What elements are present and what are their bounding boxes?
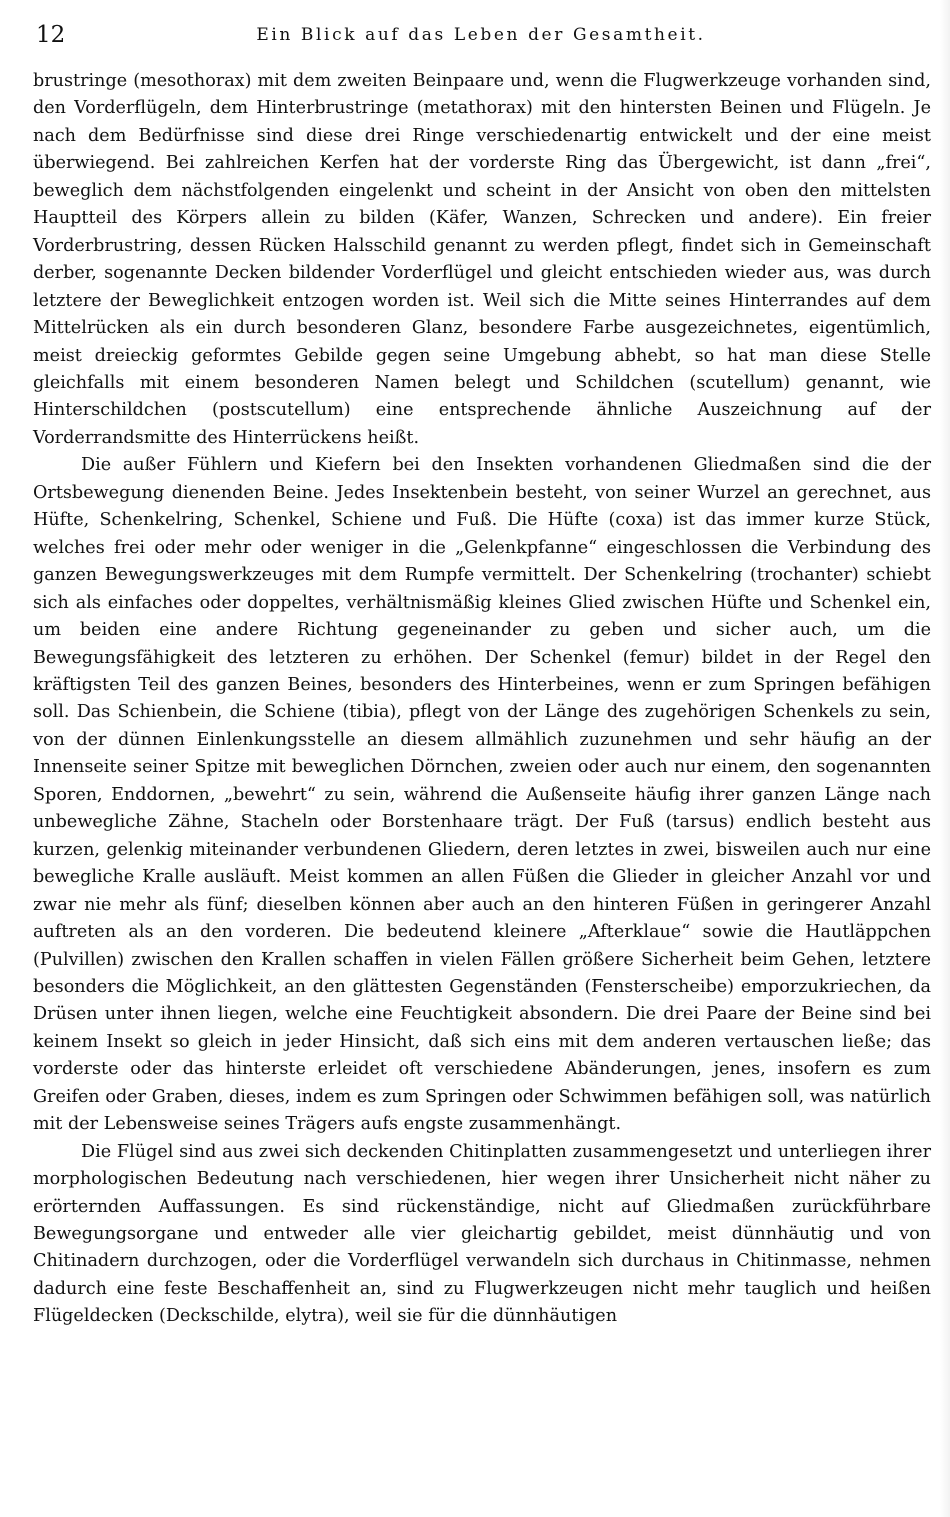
running-head: Ein Blick auf das Leben der Gesamtheit. (256, 25, 706, 45)
body-text (33, 68, 931, 1331)
paragraph-continuation: brustringe (mesothorax) mit dem zweiten Beinpaare und, wenn die Flugwerkzeuge vorhanden sind, den Vorderflügeln, dem Hinterbrustringe (metathorax) mit den hintersten Beinen und Flügeln. Je nach dem Bedürfnisse sind diese drei Ringe verschiedenartig entwickelt und der eine meist überwiegend. Bei zahlreichen Kerfen hat der vorderste Ring das Übergewicht, ist dann „frei“, beweglich dem nächstfolgenden eingelenkt und scheint in der Ansicht von oben den mittelsten Hauptteil des Körpers allein zu bilden (Käfer, Wanzen, Schrecken und andere). Ein freier Vorderbrustring, dessen Rücken Halsschild genannt zu werden pflegt, findet sich in Gemeinschaft derber, sogenannte Decken bildender Vorderflügel und gleicht entschieden wieder aus, was durch letztere der Beweglichkeit entzogen worden ist. Weil sich die Mitte seines Hinterrandes auf dem Mittelrücken als ein durch besonderen Glanz, besondere Farbe ausgezeichnetes, eigentümlich, meist dreieckig geformtes Gebilde gegen seine Umgebung abhebt, so hat man diese Stelle gleichfalls mit einem besonderen Namen belegt und Schildchen (scutellum) genannt, wie Hinterschildchen (postscutellum) eine entsprechende ähnliche Auszeichnung auf der Vorderrandsmitte des Hinterrückens heißt. (33, 71, 931, 448)
page-header (30, 22, 932, 52)
paragraph-wings: Die Flügel sind aus zwei sich deckenden Chitinplatten zusammengesetzt und unterliegen ihrer morphologischen Bedeutung nach verschiedenen, hier wegen ihrer Unsicherheit nicht näher zu erörternden Auffassungen. Es sind rückenständige, nicht auf Gliedmaßen zurückführbare Bewegungsorgane und entweder alle vier gleichartig gebildet, meist dünnhäutig und von Chitinadern durchzogen, oder die Vorderflügel verwandeln sich durchaus in Chitinmasse, nehmen dadurch eine feste Beschaffenheit an, sind zu Flugwerkzeugen nicht mehr tauglich und heißen Flügeldecken (Deckschilde, elytra), weil sie für die dünnhäutigen (33, 1141, 931, 1327)
page-number: 12 (36, 22, 66, 48)
page-edge-shadow (940, 0, 950, 1517)
paragraph-legs: Die außer Fühlern und Kiefern bei den Insekten vorhandenen Gliedmaßen sind die der Ortsbewegung dienenden Beine. Jedes Insektenbein besteht, von seiner Wurzel an gerechnet, aus Hüfte, Schenkelring, Schenkel, Schiene und Fuß. Die Hüfte (coxa) ist das immer kurze Stück, welches frei oder mehr oder weniger in die „Gelenkpfanne“ eingeschlossen die Verbindung des ganzen Bewegungswerkzeuges mit dem Rumpfe vermittelt. Der Schenkelring (trochanter) schiebt sich als einfaches oder doppeltes, verhältnismäßig kleines Glied zwischen Hüfte und Schenkel ein, um beiden eine andere Richtung gegeneinander zu geben und sicher auch, um die Bewegungsfähigkeit des letzteren zu erhöhen. Der Schenkel (femur) bildet in der Regel den kräftigsten Teil des ganzen Beines, besonders des Hinterbeines, wenn er zum Springen befähigen soll. Das Schienbein, die Schiene (tibia), pflegt von der Länge des zugehörigen Schenkels zu sein, von der dünnen Einlenkungsstelle an diesem allmählich zuzunehmen und sehr häufig an der Innenseite seiner Spitze mit beweglichen Dörnchen, zweien oder auch nur einem, den sogenannten Sporen, Enddornen, „bewehrt“ zu sein, während die Außenseite häufig ihrer ganzen Länge nach unbewegliche Zähne, Stacheln oder Borstenhaare trägt. Der Fuß (tarsus) endlich besteht aus kurzen, gelenkig miteinander verbundenen Gliedern, deren letztes in zwei, bisweilen auch nur eine bewegliche Kralle ausläuft. Meist kommen an allen Füßen die Glieder in gleicher Anzahl vor und zwar nie mehr als fünf; dieselben können aber auch an den hinteren Füßen in geringerer Anzahl auftreten als an den vorderen. Die bedeutend kleinere „Afterklaue“ sowie die Hautläppchen (Pulvillen) zwischen den Krallen schaffen in vielen Fällen größere Sicherheit beim Gehen, letztere besonders die Möglichkeit, an den glättesten Gegenständen (Fensterscheibe) emporzukriechen, da Drüsen unter ihnen liegen, welche eine Feuchtigkeit absondern. Die drei Paare der Beine sind bei keinem Insekt so gleich in jeder Hinsicht, daß sich eins mit dem anderen vertauschen ließe; das vorderste oder das hinterste erleidet oft verschiedene Abänderungen, jenes, insofern es zum Greifen oder Graben, dieses, indem es zum Springen oder Schwimmen befähigen soll, was natürlich mit der Lebensweise seines Trägers aufs engste zusammenhängt. (33, 455, 931, 1135)
